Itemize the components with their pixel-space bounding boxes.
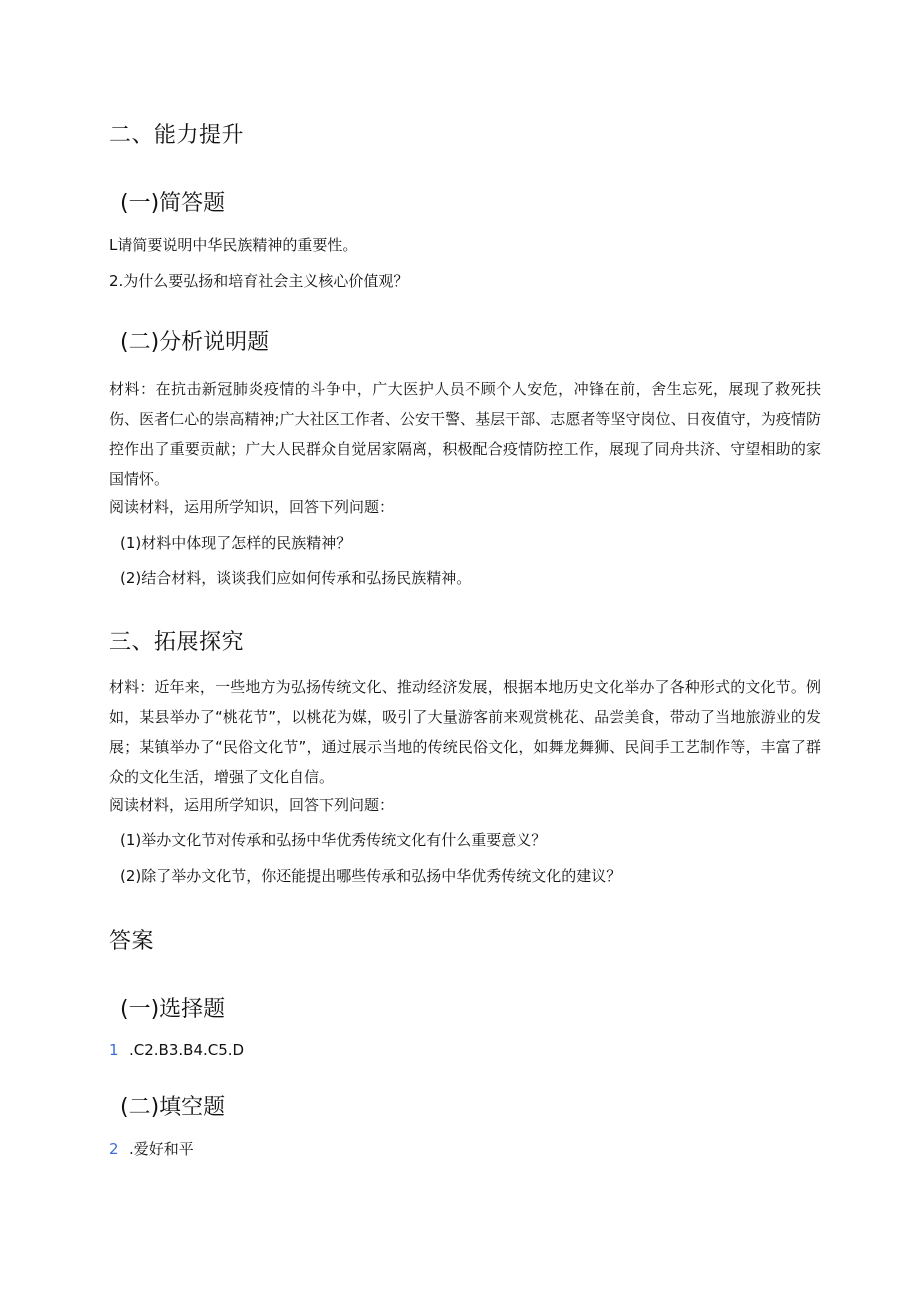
subsection-title-short-answer: (一)简答题: [120, 191, 226, 216]
explore-question-1: (1)举办文化节对传承和弘扬中华优秀传统文化有什么重要意义？: [120, 831, 547, 849]
section-title-ability: 二、能力提升: [109, 123, 245, 148]
question-2: 2.为什么要弘扬和培育社会主义核心价值观？: [109, 272, 409, 290]
list-number: 2: [109, 1140, 119, 1158]
subsection-title-analysis: (二)分析说明题: [120, 330, 270, 355]
explore-question-2: (2)除了举办文化节，你还能提出哪些传承和弘扬中华优秀传统文化的建议？: [120, 867, 622, 885]
instruction-2: 阅读材料，运用所学知识，回答下列问题：: [109, 796, 395, 814]
question-1: L请简要说明中华民族精神的重要性。: [109, 236, 358, 254]
answers-choice-item: [109, 1035, 244, 1065]
answers-fill-title: (二)填空题: [120, 1095, 226, 1120]
section-title-explore: 三、拓展探究: [109, 630, 245, 655]
list-number: 1: [109, 1041, 119, 1059]
answers-choice-text: .C2.B3.B4.C5.D: [129, 1041, 245, 1059]
material-paragraph-1: 材料：在抗击新冠肺炎疫情的斗争中，广大医护人员不顾个人安危，冲锋在前，舍生忘死，展现了救死扶伤、医者仁心的崇高精神;广大社区工作者、公安干警、基层干部、志愿者等坚守岗位、日夜值守，为疫情防控作出了重要贡献；广大人民群众自觉居家隔离，积极配合疫情防控工作，展现了同舟共济、守望相助的家国情怀。: [109, 380, 821, 488]
analysis-question-2: (2)结合材料，谈谈我们应如何传承和弘扬民族精神。: [120, 569, 472, 587]
answers-title: 答案: [109, 929, 155, 954]
answers-choice-title: (一)选择题: [120, 997, 226, 1022]
answers-fill-text: .爱好和平: [129, 1140, 194, 1158]
instruction-1: 阅读材料，运用所学知识，回答下列问题：: [109, 498, 395, 516]
answers-fill-item: [109, 1134, 194, 1164]
material-paragraph-2: 材料：近年来，一些地方为弘扬传统文化、推动经济发展，根据本地历史文化举办了各种形式的文化节。例如，某县举办了“桃花节”，以桃花为媒，吸引了大量游客前来观赏桃花、品尝美食，带动了当地旅游业的发展；某镇举办了“民俗文化节”，通过展示当地的传统民俗文化，如舞龙舞狮、民间手工艺制作等，丰富了群众的文化生活，增强了文化自信。: [109, 678, 821, 786]
analysis-question-1: (1)材料中体现了怎样的民族精神？: [120, 534, 352, 552]
